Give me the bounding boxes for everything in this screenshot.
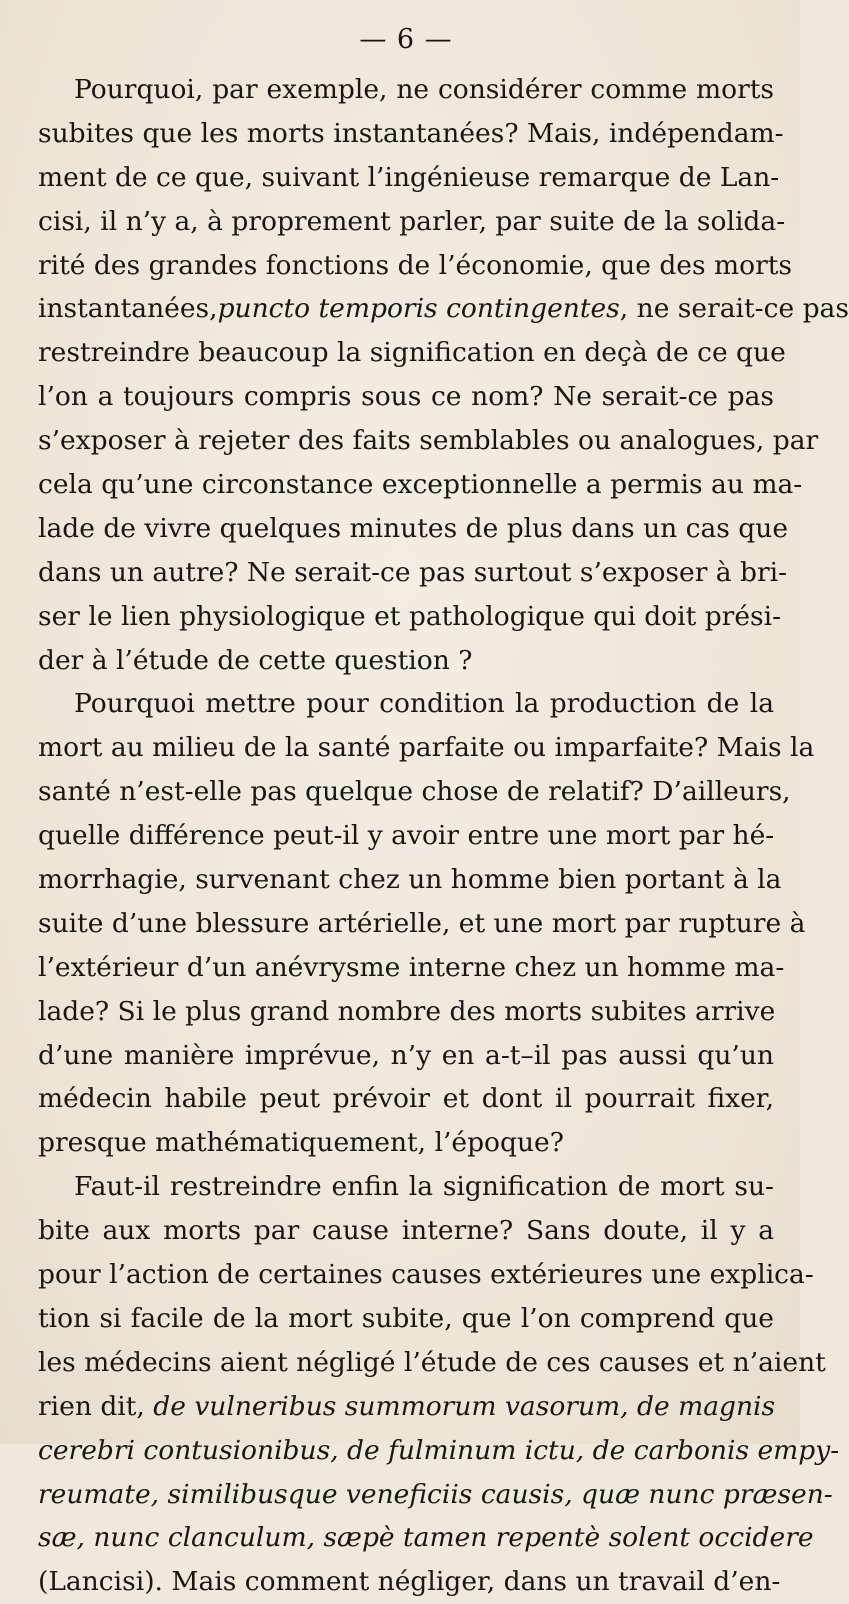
italic-latin-segment: sæ, nunc clanculum, sæpè tamen repentè solent occidere [38,1522,814,1554]
text-line: cisi, il n’y a, à proprement parler, par suite de la solida- [38,205,786,237]
text-line: Faut-il restreindre enfin la signification de mort su- [74,1171,774,1203]
text-line: d’une manière imprévue, n’y en a-t–il pas aussi qu’un [38,1039,774,1071]
text-line: der à l’étude de cette question ? [38,644,473,676]
text-line [38,1429,840,1473]
text-line: dans un autre? Ne serait-ce pas surtout s’exposer à bri- [38,556,788,588]
text-line: suite d’une blessure artérielle, et une mort par rupture à [38,907,806,939]
text-line: subites que les morts instantanées? Mais, indépendam- [38,117,784,149]
text-line [38,1516,814,1560]
text-line: Pourquoi mettre pour condition la production de la [74,688,774,720]
text-line: restreindre beaucoup la signification en deçà de ce que [38,337,786,369]
text-segment: rien dit, [38,1390,154,1422]
text-line: presque mathématiquement, l’époque? [38,1127,564,1159]
text-line: lade? Si le plus grand nombre des morts subites arrive [38,995,776,1027]
text-line: cela qu’une circonstance exceptionnelle a permis au ma- [38,469,803,501]
text-line: bite aux morts par cause interne? Sans doute, il y a [38,1215,774,1247]
text-line: santé n’est-elle pas quelque chose de relatif? D’ailleurs, [38,776,791,808]
text-line [38,287,849,331]
text-line [38,1473,833,1517]
italic-latin-segment: de vulneribus summorum vasorum, de magnis [153,1390,776,1422]
text-line: morrhagie, survenant chez un homme bien portant à la [38,864,782,896]
text-line: (Lancisi). Mais comment négliger, dans un travail d’en- [38,1566,781,1598]
text-line: tion si facile de la mort subite, que l’on comprend que [38,1302,774,1334]
text-line: les médecins aient négligé l’étude de ces causes et n’aient [38,1346,826,1378]
text-segment: , ne serait-ce pas [619,293,849,325]
text-line [38,1385,774,1429]
text-line: l’extérieur d’un anévrysme interne chez un homme ma- [38,951,785,983]
italic-latin-segment: reumate, similibusque veneficiis causis, quæ nunc præsen- [38,1478,833,1510]
text-line: s’exposer à rejeter des faits semblables ou analogues, par [38,425,819,457]
text-line: Pourquoi, par exemple, ne considérer comme morts [74,74,774,105]
text-line: médecin habile peut prévoir et dont il pourrait fixer, [38,1083,774,1115]
text-line: l’on a toujours compris sous ce nom? Ne serait-ce pas [38,381,774,413]
text-line: lade de vivre quelques minutes de plus dans un cas que [38,512,789,544]
text-line: pour l’action de certaines causes extérieures une explica- [38,1259,814,1291]
body-text [38,68,849,1604]
text-line: mort au milieu de la santé parfaite ou imparfaite? Mais la [38,732,815,764]
page-number: — 6 — [359,24,453,55]
text-line: ment de ce que, suivant l’ingénieuse remarque de Lan- [38,161,780,193]
text-line: rité des grandes fonctions de l’économie, que des morts [38,249,792,281]
text-line: ser le lien physiologique et pathologique qui doit prési- [38,600,782,632]
text-segment: instantanées, [38,293,218,325]
italic-latin-segment: cerebri contusionibus, de fulminum ictu, de carbonis empy- [38,1434,840,1466]
text-line: quelle différence peut-il y avoir entre une mort par hé- [38,820,775,852]
italic-latin-segment: puncto temporis contingentes [217,293,620,325]
